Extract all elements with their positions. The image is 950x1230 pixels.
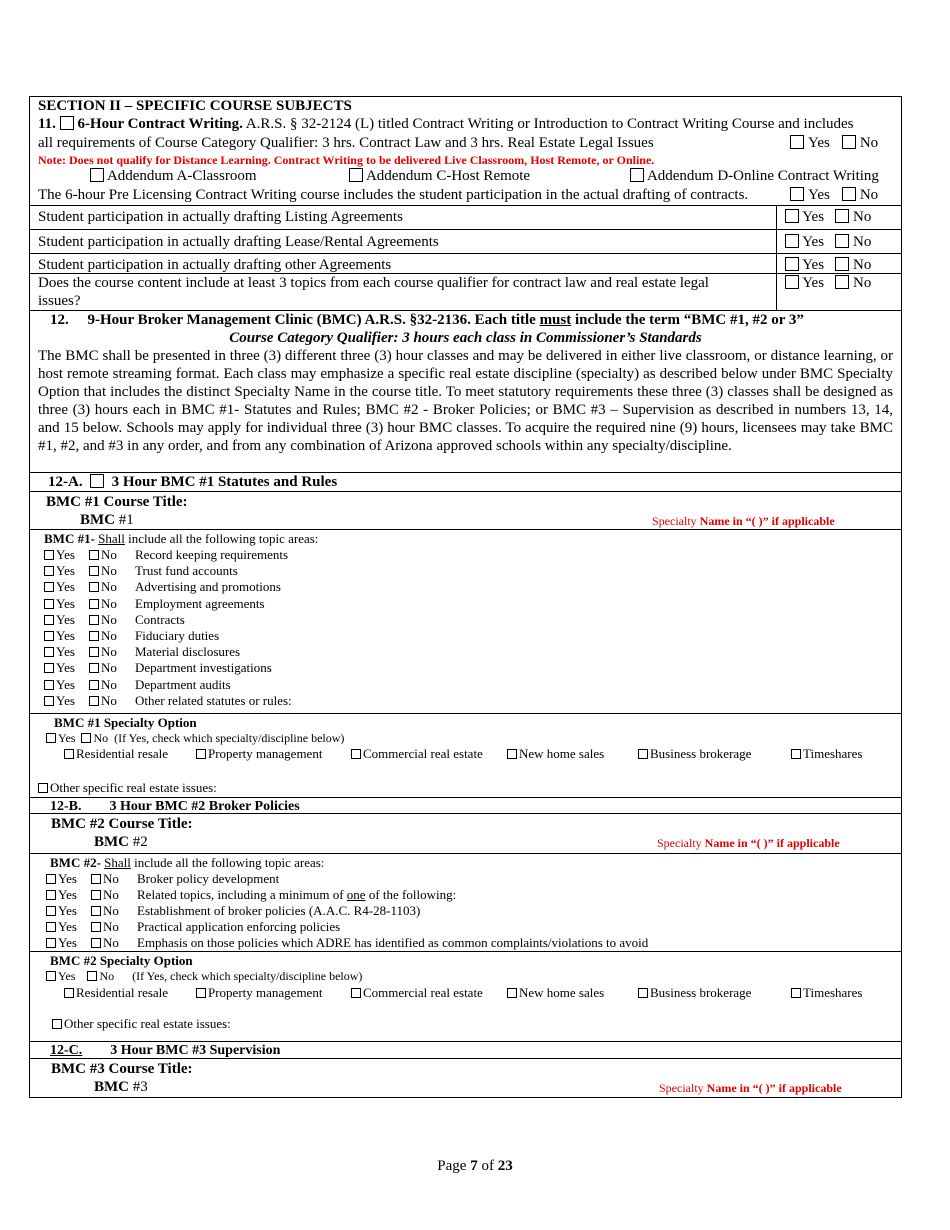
topic-no[interactable]: No [89, 579, 135, 595]
no-checkbox[interactable] [87, 971, 97, 981]
bmc1-shall-line: BMC #1- Shall include all the following topic areas: [44, 531, 319, 546]
drafting-row-yes-no: Yes No [776, 230, 901, 253]
topic-yes[interactable]: Yes [46, 935, 91, 951]
no-checkbox[interactable] [89, 647, 99, 657]
item-11-title: 6-Hour Contract Writing. [77, 116, 243, 132]
topic-no[interactable]: No [91, 935, 137, 951]
bmc2-title-row [29, 814, 902, 854]
drafting-row-yes-no: Yes No [776, 206, 901, 229]
topic-label: Department audits [135, 676, 231, 692]
option-checkbox[interactable] [791, 749, 801, 759]
participation-yes-no: Yes No [781, 186, 899, 204]
topic-yes[interactable]: Yes [44, 693, 89, 709]
topic-label: Fiduciary duties [135, 627, 220, 643]
bmc1-specialty-yes-no: Yes No (If Yes, check which specialty/discipline below) [46, 731, 901, 746]
topic-row [46, 871, 901, 887]
bmc1-topic-list [44, 547, 901, 709]
bmc2-other-issues[interactable]: Other specific real estate issues: [52, 1016, 231, 1032]
no-checkbox[interactable] [89, 599, 99, 609]
topic-row [44, 596, 901, 612]
bmc3-heading-row: 12-C. 3 Hour BMC #3 Supervision [29, 1042, 902, 1059]
no-checkbox[interactable] [835, 209, 849, 223]
topic-no[interactable]: No [91, 871, 137, 887]
bmc1-course-title-label: BMC #1 Course Title: [46, 494, 188, 510]
participation-text: The 6-hour Pre Licensing Contract Writing course includes the student participation in the actual drafting of contracts. [38, 187, 749, 203]
yes-checkbox[interactable] [44, 550, 54, 560]
yes-checkbox[interactable] [44, 631, 54, 641]
option-checkbox[interactable] [638, 749, 648, 759]
no-checkbox[interactable] [91, 906, 101, 916]
section-11-block [29, 96, 902, 206]
yes-checkbox[interactable] [44, 647, 54, 657]
bmc2-title-value[interactable]: BMC #2 [94, 834, 148, 850]
topic-no[interactable]: No [91, 903, 137, 919]
content-topics-question: Does the course content include at least 3 topics from each course qualifier for contract law and real estate legal issues? [38, 275, 709, 309]
topic-no[interactable]: No [91, 919, 137, 935]
specialty-option[interactable]: Timeshares [791, 985, 881, 1001]
item-11-checkbox[interactable] [60, 116, 74, 130]
addendum-d[interactable]: Addendum D-Online Contract Writing [630, 167, 879, 185]
bmc2-specialty-yes-no: Yes No (If Yes, check which specialty/discipline below) [46, 969, 901, 985]
item-11-number: 11. [38, 116, 56, 132]
option-checkbox[interactable] [196, 749, 206, 759]
topic-label: Contracts [135, 611, 185, 627]
item-12-body: The BMC shall be presented in three (3) different three (3) hour classes and may be delivered in either live classroom, or distance learning, or host remote streaming format. Each class may emphasize a specific real estate discipline (specialty) as described below under BMC Specialty Option that includes the distinct Specialty Name in the course title. To meet statutory requirements these three (3) classes shall be designed as three (3) hours each in BMC #1- Statutes and Rules; BMC #2 - Broker Policies; or BMC #3 – Supervision as described in numbers 13, 14, and 15 below. Schools may apply for individual three (3) hour BMC classes. To acquire the required nine (9) hours, licensees may take BMC #1, #2, and #3 in any order, and from any combination of Arizona approved schools within any specialty/discipline. [38, 348, 893, 455]
topic-row [44, 660, 901, 676]
bmc2-specialty-options [46, 985, 901, 1001]
bmc2-specialty-title: BMC #2 Specialty Option [50, 953, 193, 968]
content-topics-row [29, 274, 902, 311]
section-header: SECTION II – SPECIFIC COURSE SUBJECTS [38, 98, 352, 114]
yes-checkbox[interactable] [44, 599, 54, 609]
yes-checkbox[interactable] [785, 257, 799, 271]
topic-yes[interactable]: Yes [44, 644, 89, 660]
specialty-option[interactable]: Business brokerage [638, 746, 791, 762]
bmc3-course-title-label: BMC #3 Course Title: [51, 1061, 193, 1077]
topic-no[interactable]: No [89, 677, 135, 693]
topic-yes[interactable]: Yes [44, 677, 89, 693]
yes-checkbox[interactable] [46, 938, 56, 948]
bmc2-course-title-label: BMC #2 Course Title: [51, 816, 193, 832]
topic-row [44, 612, 901, 628]
topic-yes[interactable]: Yes [46, 871, 91, 887]
drafting-row-label: Student participation in actually drafting Lease/Rental Agreements [38, 234, 439, 250]
topic-label: Establishment of broker policies (A.A.C. R4-28-1103) [137, 903, 421, 918]
option-checkbox[interactable] [64, 749, 74, 759]
bmc3-title-row [29, 1059, 902, 1098]
topic-no[interactable]: No [91, 887, 137, 903]
yes-checkbox[interactable] [46, 906, 56, 916]
topic-row [44, 563, 901, 579]
bmc1-heading-row: 12-A. 3 Hour BMC #1 Statutes and Rules [29, 473, 902, 492]
no-checkbox[interactable] [89, 550, 99, 560]
item-11-desc: A.R.S. § 32-2124 (L) titled Contract Writing or Introduction to Contract Writing Course and includes [245, 116, 854, 132]
yes-checkbox[interactable] [790, 135, 804, 149]
topic-no[interactable]: No [89, 628, 135, 644]
bmc1-topics [29, 530, 902, 714]
item-12-subtitle: Course Category Qualifier: 3 hours each class in Commissioner’s Standards [229, 330, 702, 346]
bmc2-topic-list [46, 871, 901, 951]
option-checkbox[interactable] [791, 988, 801, 998]
topic-yes[interactable]: Yes [44, 612, 89, 628]
specialty-option[interactable]: Residential resale [64, 985, 196, 1001]
drafting-row [29, 254, 902, 274]
page-footer: Page 7 of 23 [437, 1158, 513, 1174]
topic-yes[interactable]: Yes [44, 628, 89, 644]
no-checkbox[interactable] [842, 135, 856, 149]
yes-checkbox[interactable] [46, 733, 56, 743]
option-checkbox[interactable] [351, 988, 361, 998]
specialty-option[interactable]: Commercial real estate [351, 746, 507, 762]
topic-yes[interactable]: Yes [46, 919, 91, 935]
item-11-desc-2: all requirements of Course Category Qualifier: 3 hrs. Contract Law and 3 hrs. Real Estate Legal Issues [38, 135, 654, 151]
bmc1-specialty-hint: Specialty Name in “( )” if applicable [652, 514, 835, 528]
topic-label: Advertising and promotions [135, 579, 281, 595]
topic-yes[interactable]: Yes [44, 547, 89, 563]
topic-label: Other related statutes or rules: [135, 692, 292, 708]
yes-checkbox[interactable] [46, 890, 56, 900]
bmc1-specialty-title: BMC #1 Specialty Option [54, 715, 197, 730]
no-checkbox[interactable] [91, 874, 101, 884]
specialty-option[interactable]: New home sales [507, 985, 638, 1001]
yes-checkbox[interactable] [44, 582, 54, 592]
topic-no[interactable]: No [89, 660, 135, 676]
specialty-option[interactable]: New home sales [507, 746, 638, 762]
content-topics-yes-no: Yes No [776, 274, 901, 310]
bmc2-heading-row: 12-B. 3 Hour BMC #2 Broker Policies [29, 798, 902, 814]
no-checkbox[interactable] [89, 615, 99, 625]
topic-label: Department investigations [135, 660, 272, 676]
topic-yes[interactable]: Yes [46, 903, 91, 919]
yes-checkbox[interactable] [785, 209, 799, 223]
specialty-option[interactable]: Residential resale [64, 746, 196, 762]
yes-checkbox[interactable] [46, 922, 56, 932]
topic-no[interactable]: No [89, 612, 135, 628]
item-11-yes-no: Yes No [781, 134, 899, 152]
bmc2-shall-line: BMC #2- Shall include all the following topic areas: [50, 855, 325, 870]
bmc2-specialty [29, 952, 902, 1042]
topic-label: Broker policy development [137, 871, 280, 886]
bmc2-topics [29, 854, 902, 952]
option-checkbox[interactable] [64, 988, 74, 998]
no-checkbox[interactable] [835, 234, 849, 248]
specialty-option[interactable]: Property management [196, 746, 351, 762]
yes-checkbox[interactable] [785, 234, 799, 248]
topic-label: Practical application enforcing policies [137, 919, 341, 934]
yes-checkbox[interactable] [44, 696, 54, 706]
no-checkbox[interactable] [89, 680, 99, 690]
option-checkbox[interactable] [507, 749, 517, 759]
topic-row [46, 935, 901, 951]
no-checkbox[interactable] [89, 566, 99, 576]
topic-row [46, 903, 901, 919]
item-11-note: Note: Does not qualify for Distance Learning. Contract Writing to be delivered Live Classroom, Host Remote, or Online. [38, 153, 655, 167]
option-checkbox[interactable] [638, 988, 648, 998]
bmc1-title-row [29, 492, 902, 530]
no-checkbox[interactable] [842, 187, 856, 201]
course-form [29, 96, 902, 1098]
no-checkbox[interactable] [835, 257, 849, 271]
bmc1-specialty [29, 714, 902, 798]
topic-row [44, 644, 901, 660]
topic-label: Related topics, including a minimum of one of the following: [137, 887, 457, 902]
topic-label: Material disclosures [135, 644, 241, 660]
yes-checkbox[interactable] [785, 275, 799, 289]
specialty-option[interactable]: Business brokerage [638, 985, 791, 1001]
drafting-row [29, 230, 902, 254]
yes-checkbox[interactable] [44, 615, 54, 625]
topic-yes[interactable]: Yes [44, 660, 89, 676]
topic-row [44, 579, 901, 595]
bmc1-checkbox[interactable] [90, 474, 104, 488]
topic-yes[interactable]: Yes [46, 887, 91, 903]
topic-label: Emphasis on those policies which ADRE has identified as common complaints/violations to avoid [137, 935, 649, 950]
topic-no[interactable]: No [89, 596, 135, 612]
option-checkbox[interactable] [507, 988, 517, 998]
drafting-row-label: Student participation in actually drafting other Agreements [38, 257, 392, 273]
drafting-row [29, 206, 902, 230]
yes-checkbox[interactable] [790, 187, 804, 201]
addendum-c[interactable]: Addendum C-Host Remote [349, 167, 530, 185]
yes-checkbox[interactable] [44, 566, 54, 576]
addendum-a[interactable]: Addendum A-Classroom [90, 167, 257, 185]
topic-row [44, 677, 901, 693]
topic-yes[interactable]: Yes [44, 563, 89, 579]
topic-yes[interactable]: Yes [44, 579, 89, 595]
no-checkbox[interactable] [81, 733, 91, 743]
no-checkbox[interactable] [91, 890, 101, 900]
yes-checkbox[interactable] [46, 874, 56, 884]
drafting-row-yes-no: Yes No [776, 254, 901, 273]
topic-row [44, 547, 901, 563]
drafting-row-label: Student participation in actually drafting Listing Agreements [38, 209, 403, 225]
bmc2-specialty-hint: Specialty Name in “( )” if applicable [657, 836, 840, 850]
topic-label: Employment agreements [135, 595, 265, 611]
item-12-title: 12. 9-Hour Broker Management Clinic (BMC) A.R.S. §32-2136. Each title must include the term “BMC #1, #2 or 3” [50, 312, 804, 328]
topic-no[interactable]: No [89, 644, 135, 660]
bmc1-specialty-options [46, 746, 901, 762]
specialty-option[interactable]: Commercial real estate [351, 985, 507, 1001]
specialty-option[interactable]: Property management [196, 985, 351, 1001]
option-checkbox[interactable] [351, 749, 361, 759]
topic-no[interactable]: No [89, 693, 135, 709]
no-checkbox[interactable] [89, 631, 99, 641]
topic-label: Trust fund accounts [135, 563, 238, 579]
bmc3-title-value[interactable]: BMC #3 [94, 1079, 148, 1095]
topic-row [46, 887, 901, 903]
topic-row [44, 693, 901, 709]
option-checkbox[interactable] [196, 988, 206, 998]
no-checkbox[interactable] [835, 275, 849, 289]
specialty-option[interactable]: Timeshares [791, 746, 881, 762]
yes-checkbox[interactable] [44, 663, 54, 673]
bmc3-specialty-hint: Specialty Name in “( )” if applicable [659, 1081, 842, 1095]
no-checkbox[interactable] [89, 696, 99, 706]
no-checkbox[interactable] [89, 582, 99, 592]
item-12-block [29, 311, 902, 473]
topic-no[interactable]: No [89, 547, 135, 563]
no-checkbox[interactable] [89, 663, 99, 673]
bmc1-other-issues[interactable]: Other specific real estate issues: [38, 780, 217, 796]
topic-label: Record keeping requirements [135, 547, 289, 562]
topic-yes[interactable]: Yes [44, 596, 89, 612]
topic-row [46, 919, 901, 935]
yes-checkbox[interactable] [46, 971, 56, 981]
no-checkbox[interactable] [91, 938, 101, 948]
bmc1-title-value[interactable]: BMC #1 [80, 512, 134, 528]
no-checkbox[interactable] [91, 922, 101, 932]
topic-row [44, 628, 901, 644]
topic-no[interactable]: No [89, 563, 135, 579]
yes-checkbox[interactable] [44, 680, 54, 690]
